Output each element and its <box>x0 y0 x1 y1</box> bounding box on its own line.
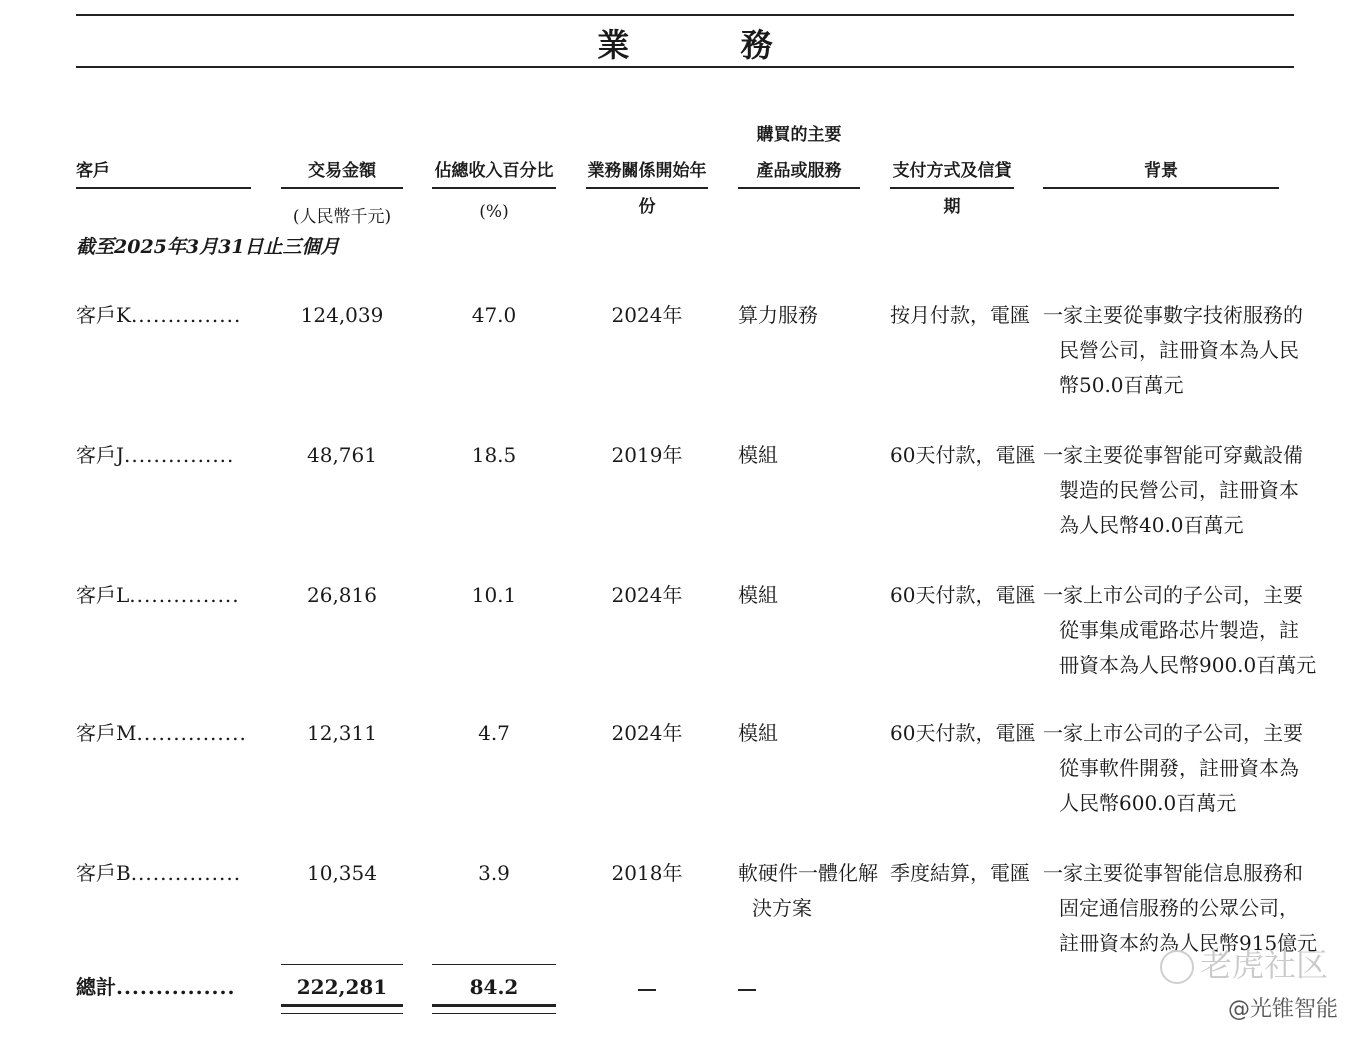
header-customer: 客戶 <box>76 161 110 181</box>
background-line1: 一家主要從事數字技術服務的 <box>1043 303 1303 327</box>
background-line2: 製造的民營公司，註冊資本 <box>1059 478 1299 502</box>
percent-value: 10.1 <box>471 583 517 607</box>
payment: 季度結算，電匯 <box>890 861 1030 885</box>
amount-value: 124,039 <box>300 303 384 327</box>
percent-value: 47.0 <box>471 303 517 327</box>
product: 軟硬件一體化解 <box>738 861 878 885</box>
background-line3: 幣50.0百萬元 <box>1059 373 1184 397</box>
background-line3: 冊資本為人民幣900.0百萬元 <box>1059 653 1317 677</box>
background-line3: 為人民幣40.0百萬元 <box>1059 513 1244 537</box>
percent-value: 4.7 <box>478 721 510 745</box>
total-label: 總計............... <box>76 975 236 999</box>
background-line2: 民營公司，註冊資本為人民 <box>1059 338 1299 362</box>
dash-mark <box>738 989 756 991</box>
header-amount: 交易金額 <box>308 161 376 181</box>
top-rule <box>76 14 1294 16</box>
background-line1: 一家主要從事智能信息服務和 <box>1043 861 1303 885</box>
start-year: 2018年 <box>611 861 683 885</box>
percent-value: 3.9 <box>478 861 510 885</box>
start-year: 2024年 <box>611 721 683 745</box>
header-product-line <box>738 187 860 189</box>
background-line2: 從事集成電路芯片製造，註 <box>1059 618 1299 642</box>
payment: 60天付款，電匯 <box>890 443 1036 467</box>
product: 模組 <box>738 443 778 467</box>
dash-mark <box>638 989 656 991</box>
header-background-line <box>1043 187 1279 189</box>
background-line1: 一家主要從事智能可穿戴設備 <box>1043 443 1303 467</box>
customer-name: 客戶K............... <box>76 303 242 327</box>
header-background: 背景 <box>1144 161 1178 181</box>
customer-name: 客戶J............... <box>76 443 235 467</box>
tiger-logo-icon <box>1160 950 1194 984</box>
background-line1: 一家上市公司的子公司，主要 <box>1043 583 1303 607</box>
background-line2: 固定通信服務的公眾公司， <box>1059 896 1299 920</box>
header-payment-line <box>890 187 1014 189</box>
background-line1: 一家上市公司的子公司，主要 <box>1043 721 1303 745</box>
total-amount-double-rule <box>281 1004 403 1014</box>
start-year: 2024年 <box>611 583 683 607</box>
watermark-sub: @光锥智能 <box>1228 997 1339 1022</box>
payment: 60天付款，電匯 <box>890 583 1036 607</box>
watermark-main: 老虎社区 <box>1160 940 1328 986</box>
amount-unit: (人民幣千元) <box>292 207 392 227</box>
payment: 按月付款，電匯 <box>890 303 1030 327</box>
total-amount: 222,281 <box>296 975 388 999</box>
header-payment: 支付方式及信貸期 <box>892 161 1012 217</box>
background-line3: 人民幣600.0百萬元 <box>1059 791 1237 815</box>
header-start-year-line <box>586 187 708 189</box>
percent-value: 18.5 <box>471 443 517 467</box>
product: 模組 <box>738 721 778 745</box>
page-title: 業 務 <box>597 26 823 64</box>
total-amount-top-rule <box>281 964 403 965</box>
total-percent-double-rule <box>432 1004 556 1014</box>
product: 算力服務 <box>738 303 818 327</box>
amount-value: 12,311 <box>307 721 377 745</box>
title-rule <box>76 66 1294 68</box>
percent-unit: (%) <box>479 202 509 222</box>
payment: 60天付款，電匯 <box>890 721 1036 745</box>
start-year: 2019年 <box>611 443 683 467</box>
header-amount-line <box>281 187 403 189</box>
amount-value: 10,354 <box>307 861 377 885</box>
background-line3: 註冊資本約為人民幣915億元 <box>1059 931 1318 955</box>
total-percent: 84.2 <box>469 975 519 999</box>
amount-value: 48,761 <box>307 443 377 467</box>
customer-name: 客戶M............... <box>76 721 247 745</box>
product: 模組 <box>738 583 778 607</box>
header-product-line2: 產品或服務 <box>756 161 842 181</box>
amount-value: 26,816 <box>307 583 377 607</box>
header-product-line1: 購買的主要 <box>756 125 842 145</box>
header-percent-line <box>432 187 556 189</box>
header-customer-line <box>76 187 251 189</box>
customer-name: 客戶B............... <box>76 861 242 885</box>
background-line2: 從事軟件開發，註冊資本為 <box>1059 756 1299 780</box>
start-year: 2024年 <box>611 303 683 327</box>
total-percent-top-rule <box>432 964 556 965</box>
header-start-year: 業務關係開始年份 <box>587 161 707 217</box>
period-label: 截至2025年3月31日止三個月 <box>76 236 340 258</box>
product-line2: 決方案 <box>752 896 812 920</box>
header-percent: 佔總收入百分比 <box>434 161 554 181</box>
customer-name: 客戶L............... <box>76 583 240 607</box>
